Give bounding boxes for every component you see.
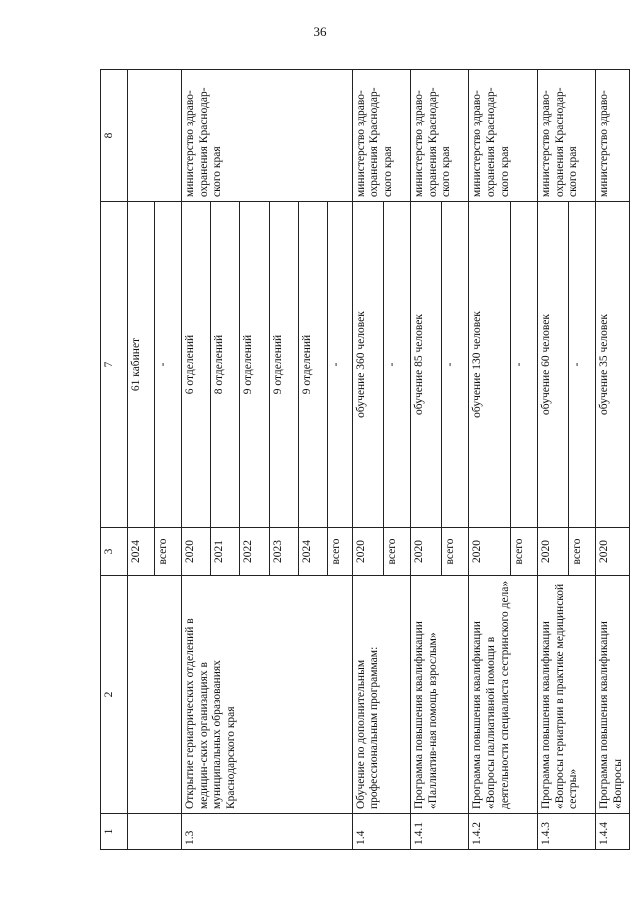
measure-name: Программа повышения квалификации «Вопросы	[596, 576, 630, 814]
executor-cell: министерство здраво-охранения Краснодар-ского края	[182, 70, 353, 202]
cont-num	[128, 814, 182, 850]
row-number: 1.4.2	[469, 814, 538, 850]
result-cell: обучение 85 человек	[411, 202, 442, 528]
row-number: 1.4.3	[538, 814, 596, 850]
header-col-2: 2	[101, 576, 128, 814]
total-result: -	[569, 202, 596, 528]
page-number: 36	[313, 24, 327, 39]
rotated-table-page	[100, 70, 630, 850]
result-cell: обучение 35 человек	[596, 202, 630, 528]
result-cell: 6 отделений	[182, 202, 211, 528]
row-number: 1.4.4	[596, 814, 630, 850]
table-row	[538, 70, 569, 850]
year-cell: 2020	[596, 528, 630, 576]
header-col-8: 8	[101, 70, 128, 202]
result-cell: 8 отделений	[211, 202, 240, 528]
total-result: -	[442, 202, 469, 528]
executor-cell: министерство здраво-охранения Краснодар-ского края	[469, 70, 538, 202]
result-cell: 61 кабинет	[128, 202, 155, 528]
total-label: всего	[569, 528, 596, 576]
table-row	[182, 70, 211, 850]
result-cell: обучение 60 человек	[538, 202, 569, 528]
header-col-3: 3	[101, 528, 128, 576]
table-row	[596, 70, 630, 850]
result-cell: обучение 360 человек	[352, 202, 383, 528]
cont-exec	[128, 70, 182, 202]
table-row	[352, 70, 383, 850]
total-result: -	[327, 202, 352, 528]
total-label: всего	[155, 528, 182, 576]
row-number: 1.4.1	[411, 814, 469, 850]
total-result: -	[384, 202, 411, 528]
measure-name: Открытие гериатрических отделений в медицин-ских организациях в муниципальных образованиях Краснодарского края	[182, 576, 353, 814]
year-cell: 2024	[298, 528, 327, 576]
year-cell: 2020	[352, 528, 383, 576]
year-cell: 2022	[240, 528, 269, 576]
header-col-1: 1	[101, 814, 128, 850]
total-label: всего	[442, 528, 469, 576]
measure-name: Обучение по дополнительным профессиональным программам:	[352, 576, 410, 814]
year-cell: 2021	[211, 528, 240, 576]
executor-cell: министерство здраво-охранения Краснодар-ского края	[411, 70, 469, 202]
table-row	[128, 70, 155, 850]
total-result: -	[155, 202, 182, 528]
year-cell: 2020	[469, 528, 511, 576]
result-cell: 9 отделений	[269, 202, 298, 528]
executor-cell: министерство здраво-	[596, 70, 630, 202]
total-label: всего	[384, 528, 411, 576]
table-row	[469, 70, 511, 850]
table-row	[411, 70, 442, 850]
total-result: -	[511, 202, 538, 528]
year-cell: 2020	[411, 528, 442, 576]
measures-table	[100, 69, 630, 850]
total-label: всего	[511, 528, 538, 576]
row-number: 1.3	[182, 814, 353, 850]
measure-name: Программа повышения квалификации «Паллиатив-ная помощь взрослым»	[411, 576, 469, 814]
total-label: всего	[327, 528, 352, 576]
measure-name: Программа повышения квалификации «Вопросы паллиативной помощи в деятельности специалиста сестринского дела»	[469, 576, 538, 814]
row-number: 1.4	[352, 814, 410, 850]
year-cell: 2020	[538, 528, 569, 576]
cont-name	[128, 576, 182, 814]
result-cell: обучение 130 человек	[469, 202, 511, 528]
header-row	[101, 70, 128, 850]
header-col-7: 7	[101, 202, 128, 528]
measure-name: Программа повышения квалификации «Вопросы гериатрии в практике медицинской сестры»	[538, 576, 596, 814]
executor-cell: министерство здраво-охранения Краснодар-ского края	[352, 70, 410, 202]
year-cell: 2020	[182, 528, 211, 576]
year-cell: 2023	[269, 528, 298, 576]
result-cell: 9 отделений	[298, 202, 327, 528]
year-cell: 2024	[128, 528, 155, 576]
result-cell: 9 отделений	[240, 202, 269, 528]
executor-cell: министерство здраво-охранения Краснодар-ского края	[538, 70, 596, 202]
